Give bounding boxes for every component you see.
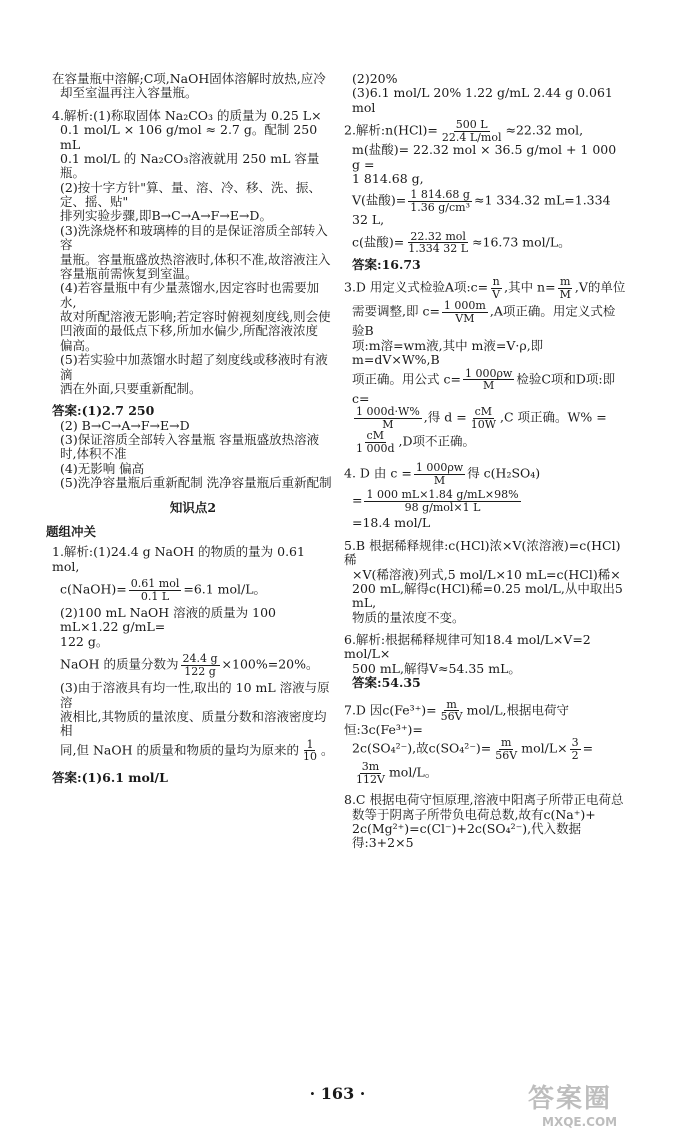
text-fragment: 2.解析:n(HCl)= — [344, 122, 438, 138]
fraction — [558, 276, 573, 300]
text-line: 排列实验步骤,即B→C→A→F→E→D。 — [60, 208, 272, 224]
text-line: 量瓶。容量瓶盛放热溶液时,体积不准,故溶液注入 — [60, 251, 331, 267]
text-fragment: mol/L。 — [388, 764, 438, 780]
text-fragment: 得 c(H₂SO₄) — [467, 465, 541, 481]
formula-line — [344, 699, 626, 737]
text-line: (3)由于溶液具有均一性,取出的 10 mL 溶液与原溶 — [60, 680, 330, 710]
text-fragment: c(NaOH)= — [60, 581, 127, 597]
fraction — [463, 368, 514, 392]
numerator: 1 — [306, 737, 314, 751]
text-fragment: 7.D 因c(Fe³⁺)= — [344, 702, 437, 718]
text-line: 时,体积不准 — [60, 446, 127, 462]
fraction — [442, 300, 488, 324]
formula-line — [344, 189, 626, 227]
fraction — [570, 737, 581, 761]
text-fragment: ,V的单位 — [574, 279, 626, 295]
denominator: 1.334 32 L — [408, 242, 469, 256]
text-line: (2)100 mL NaOH 溶液的质量为 100 mL×1.22 g/mL= — [60, 605, 277, 635]
text-fragment: ≈16.73 mol/L。 — [472, 234, 571, 250]
text-line: 2c(Mg²⁺)=c(Cl⁻)+2c(SO₄²⁻),代入数据得:3+2×5 — [352, 820, 582, 851]
numerator: 1 814.68 g — [410, 188, 470, 202]
text-line: 故对所配溶液无影响;若定容时俯视刻度线,则会使 — [60, 309, 331, 324]
formula-line — [344, 406, 626, 430]
numerator: 1 000 mL×1.84 g/mL×98% — [366, 488, 519, 502]
text-fragment: V(盐酸)= — [352, 192, 407, 208]
formula-line — [344, 430, 626, 454]
text-line: 项:m溶=wm液,其中 m液=V·ρ,即 m=dV×W%,B — [352, 337, 544, 368]
numerator: n — [492, 275, 500, 289]
denominator: 2 — [571, 748, 579, 762]
text-fragment: = — [352, 492, 363, 508]
denominator: M — [433, 473, 446, 487]
text-line: 偏高。 — [60, 337, 98, 353]
fraction — [364, 489, 520, 513]
text-fragment: ×100%=20%。 — [221, 656, 319, 672]
text-line: 122 g。 — [60, 633, 109, 649]
text-fragment: = — [582, 740, 594, 756]
numerator: 3m — [361, 760, 380, 774]
text-fragment: 同,但 NaOH 的质量和物质的量均为原来的 — [60, 742, 299, 758]
formula-line — [52, 578, 334, 602]
text-fragment: ≈22.32 mol, — [505, 122, 584, 138]
text-line: (2)20% — [352, 71, 398, 86]
text-line: 在容量瓶中溶解;C项,NaOH固体溶解时放热,应冷 — [52, 71, 326, 86]
denominator: V — [492, 287, 501, 301]
fraction — [439, 699, 465, 723]
text-line: (3)洗涤烧杯和玻璃棒的目的是保证溶质全部转入容 — [60, 222, 328, 253]
text-fragment: 4. D 由 c = — [344, 465, 412, 481]
text-fragment: 2c(SO₄²⁻),故c(SO₄²⁻)= — [352, 740, 492, 756]
fraction — [354, 761, 387, 785]
text-line: (2)按十字方针"算、量、溶、冷、移、洗、振、定、摇、贴" — [60, 179, 321, 209]
text-fragment: ,得 d = — [423, 409, 467, 425]
denominator: 56V — [495, 748, 518, 762]
text-line: 数等于阴离子所带负电荷总数,故有c(Na⁺)+ — [352, 806, 596, 822]
formula-line — [344, 300, 626, 338]
fraction — [129, 578, 182, 602]
fraction — [493, 737, 519, 761]
denominator: 122 g — [184, 664, 216, 678]
text-line: 液相比,其物质的量浓度、质量分数和溶液密度均相 — [60, 709, 327, 739]
text-fragment: ,其中 n= — [504, 279, 556, 295]
numerator: 1 000m — [443, 299, 486, 313]
numerator: 500 L — [455, 118, 488, 132]
section-heading: 题组冲关 — [46, 523, 97, 539]
text-line: 5.B 根据稀释规律:c(HCl)浓×V(浓溶液)=c(HCl)稀 — [344, 537, 621, 568]
answer-line: 答案:(1)6.1 mol/L — [52, 769, 168, 785]
formula-line — [52, 739, 334, 763]
formula-line — [344, 489, 626, 513]
fraction — [469, 406, 498, 430]
watermark-sub: MXQE.COM — [542, 1115, 618, 1129]
text-line: =18.4 mol/L — [352, 515, 431, 531]
fraction — [406, 231, 470, 255]
denominator: 1 000d — [356, 441, 395, 455]
text-fragment: 需要调整,即 c= — [352, 303, 440, 319]
fraction — [301, 739, 319, 763]
text-line: (4)无影响 偏高 — [60, 460, 145, 476]
fraction — [354, 430, 397, 454]
text-line: 8.C 根据电荷守恒原理,溶液中阳离子所带正电荷总 — [344, 792, 624, 808]
formula-line — [344, 737, 626, 785]
numerator: 1 000d·W% — [356, 405, 420, 419]
text-line: (3)保证溶质全部转入容量瓶 容量瓶盛放热溶液 — [60, 432, 320, 447]
denominator: 10 — [302, 750, 317, 764]
text-line: ×V(稀溶液)列式,5 mol/L×10 mL=c(HCl)稀× — [352, 566, 621, 582]
text-line: m(盐酸)= 22.32 mol × 36.5 g/mol + 1 000 g = — [352, 142, 617, 172]
text-line: 200 mL,解得c(HCl)稀=0.25 mol/L,从中取出5 mL, — [352, 580, 623, 611]
numerator: m — [559, 275, 571, 289]
numerator: cM — [366, 429, 384, 443]
page-number: · 163 · — [309, 1084, 366, 1103]
denominator: 1.36 g/cm³ — [410, 200, 471, 214]
denominator: 10W — [470, 417, 497, 431]
text-line: (5)若实验中加蒸馏水时超了刻度线或移液时有液滴 — [60, 352, 328, 382]
text-fragment: ,D项不正确。 — [398, 433, 476, 449]
text-line: (5)洗净容量瓶后重新配制 洗净容量瓶后重新配制 — [60, 475, 332, 491]
denominator: 112V — [356, 772, 385, 786]
text-line: 1.解析:(1)24.4 g NaOH 的物质的量为 0.61 mol, — [52, 544, 305, 574]
text-line: 凹液面的最低点下移,所加水偏少,所配溶液浓度 — [60, 323, 318, 339]
answer-line: 答案:(1)2.7 250 — [52, 403, 155, 419]
denominator: VM — [455, 311, 475, 325]
denominator: M — [483, 379, 495, 393]
formula-line — [344, 231, 626, 255]
denominator: 56V — [440, 710, 463, 724]
text-line: 6.解析:根据稀释规律可知18.4 mol/L×V=2 mol/L× — [344, 632, 591, 662]
denominator: 98 g/mol×1 L — [404, 500, 481, 514]
watermark-main: 答案圈 — [528, 1084, 613, 1114]
numerator: cM — [474, 405, 493, 419]
fraction — [440, 119, 504, 143]
text-fragment: c(盐酸)= — [352, 234, 405, 250]
watermark-logo — [528, 1078, 648, 1129]
text-line: 500 mL,解得V≈54.35 mL。 — [352, 660, 521, 676]
denominator: 0.1 L — [140, 589, 170, 603]
text-fragment: 3.D 用定义式检验A项:c= — [344, 279, 489, 295]
text-line: 却至室温再注入容量瓶。 — [60, 85, 198, 101]
fraction — [408, 189, 472, 213]
formula-line — [52, 653, 334, 677]
formula-line — [344, 462, 626, 486]
formula-line — [344, 276, 626, 300]
text-line: 4.解析:(1)称取固体 Na₂CO₃ 的质量为 0.25 L× — [52, 107, 322, 123]
answer-line: 答案:54.35 — [352, 675, 421, 691]
fraction — [181, 653, 220, 677]
formula-line — [344, 119, 626, 143]
fraction — [490, 276, 502, 300]
left-column — [46, 71, 334, 785]
text-line: (4)若容量瓶中有少量蒸馏水,因定容时也需要加水, — [60, 280, 320, 310]
text-fragment: ,C 项正确。W% = — [500, 409, 607, 425]
fraction — [414, 462, 465, 486]
numerator: 1 000ρw — [415, 461, 464, 475]
text-fragment: ≈1 334.32 mL=1.334 32 L, — [352, 192, 611, 228]
text-fragment: =6.1 mol/L。 — [183, 581, 267, 597]
fraction — [354, 406, 422, 430]
text-line: 1 814.68 g, — [352, 170, 424, 186]
answer-line: 答案:16.73 — [352, 256, 421, 272]
denominator: 22.4 L/mol — [441, 130, 502, 144]
text-fragment: 项正确。用公式 c= — [352, 371, 461, 387]
text-fragment: 检验C项和D项:即 c= — [352, 371, 616, 406]
denominator: M — [382, 417, 394, 431]
text-line: (3)6.1 mol/L 20% 1.22 g/mL 2.44 g 0.061 mol — [352, 85, 613, 115]
numerator: 1 000ρw — [464, 366, 513, 380]
numerator: 22.32 mol — [410, 229, 466, 243]
text-line: 物质的量浓度不变。 — [352, 609, 465, 625]
text-line: 0.1 mol/L × 106 g/mol ≈ 2.7 g。配制 250 mL — [60, 122, 318, 152]
numerator: 3 — [571, 736, 579, 750]
text-line: 洒在外面,只要重新配制。 — [60, 380, 202, 396]
text-fragment: NaOH 的质量分数为 — [60, 656, 179, 672]
text-line: 0.1 mol/L 的 Na₂CO₃溶液就用 250 mL 容量瓶。 — [60, 150, 320, 181]
text-fragment: mol/L× — [521, 740, 568, 756]
text-fragment: 。 — [320, 742, 334, 758]
numerator: 0.61 mol — [130, 577, 180, 590]
text-line: (2) B→C→A→F→E→D — [60, 417, 190, 433]
text-fragment: ,A项正确。用定义式检验B — [352, 303, 616, 339]
text-fragment: mol/L,根据电荷守恒:3c(Fe³⁺)= — [344, 702, 569, 737]
numerator: 24.4 g — [182, 652, 218, 666]
section-title: 知识点2 — [169, 499, 217, 515]
denominator: M — [559, 287, 571, 301]
text-line: 容量瓶前需恢复到室温。 — [60, 265, 198, 281]
right-column — [344, 72, 626, 851]
numerator: m — [446, 697, 457, 711]
formula-line — [344, 368, 626, 406]
numerator: m — [501, 736, 512, 750]
